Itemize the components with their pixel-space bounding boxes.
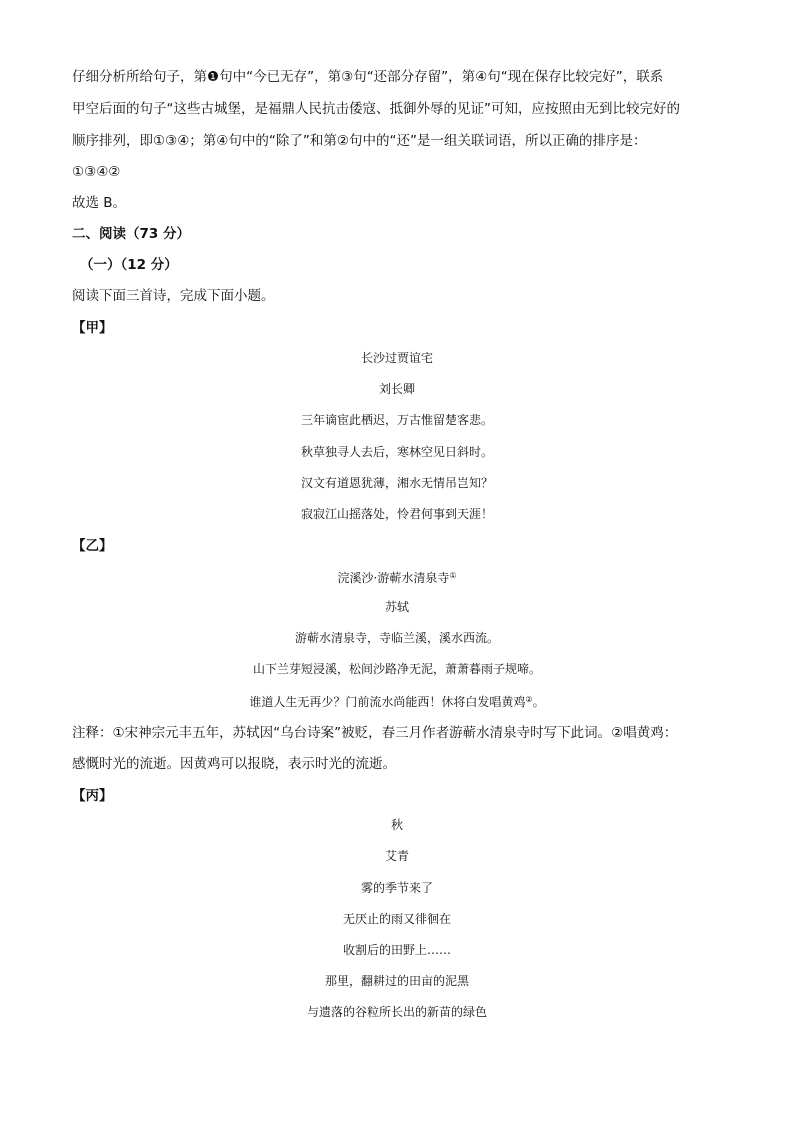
- poem-jia-title: 长沙过贾谊宅: [360, 351, 433, 365]
- poem-jia-line: 三年谪宦此栖迟，万古惟留楚客悲。: [300, 413, 493, 427]
- poem-yi-note-marker-2: ②: [525, 695, 533, 704]
- poem-yi-line-end: 。: [532, 695, 545, 709]
- poem-bing-line: 雾的季节来了: [360, 881, 433, 895]
- analysis-answer-order: ①③④②: [72, 164, 121, 180]
- poem-yi-author: 苏轼: [384, 600, 409, 614]
- notes-line-2: 感慨时光的流逝。因黄鸡可以报晓，表示时光的流逝。: [72, 756, 396, 772]
- poem-jia-line: 汉文有道恩犹薄，湘水无情吊岂知？: [300, 476, 493, 490]
- analysis-answer-choice: 故选 B。: [72, 195, 127, 211]
- notes-line-1: 注释：①宋神宗元丰五年，苏轼因“乌台诗案”被贬，春三月作者游蕲水清泉寺时写下此词。②唱黄鸡：: [72, 725, 678, 741]
- poem-jia-marker: 【甲】: [72, 320, 113, 336]
- section-heading: 二、阅读（73 分）: [72, 226, 190, 242]
- reading-instruction: 阅读下面三首诗，完成下面小题。: [72, 288, 275, 304]
- poem-bing-line: 无厌止的雨又徘徊在: [342, 912, 451, 926]
- poem-bing-line: 收割后的田野上……: [342, 943, 451, 957]
- poem-bing-title: 秋: [390, 818, 403, 832]
- poem-jia-author: 刘长卿: [378, 382, 415, 396]
- poem-yi-title-row: [0, 567, 794, 587]
- poem-yi-marker: 【乙】: [72, 538, 113, 554]
- poem-bing-line: 那里，翻耕过的田亩的泥黑: [324, 974, 469, 988]
- poem-yi-note-marker: ①: [449, 571, 457, 580]
- poem-yi-last-row: [0, 691, 794, 711]
- analysis-line-1: 仔细分析所给句子，第❶句中“今已无存”，第③句“还部分存留”，第④句“现在保存比较完好”，联系: [72, 69, 664, 85]
- poem-jia-line: 秋草独寻人去后，寒林空见日斜时。: [300, 445, 493, 459]
- analysis-line-3: 顺序排列，即①③④；第④句中的“除了”和第②句中的“还”是一组关联词语，所以正确的排序是：: [72, 133, 647, 149]
- poem-yi-line: 谁道人生无再少？门前流水尚能西！休将白发唱黄鸡: [249, 695, 526, 709]
- sub-section-heading: （一）（12 分）: [80, 257, 178, 273]
- poem-yi-title: 浣溪沙·游蕲水清泉寺: [337, 571, 450, 585]
- poem-bing-marker: 【丙】: [72, 788, 113, 804]
- poem-bing-author: 艾青: [384, 849, 409, 863]
- poem-yi-line: 游蕲水清泉寺，寺临兰溪，溪水西流。: [294, 631, 499, 645]
- poem-bing-line: 与遗落的谷粒所长出的新苗的绿色: [306, 1005, 487, 1019]
- poem-jia-line: 寂寂江山摇落处，怜君何事到天涯！: [300, 507, 493, 521]
- poem-yi-line: 山下兰芽短浸溪，松间沙路净无泥，萧萧暮雨子规啼。: [252, 662, 541, 676]
- analysis-line-2: 甲空后面的句子“这些古城堡，是福鼎人民抗击倭寇、抵御外辱的见证”可知，应按照由无到比较完好的: [72, 101, 680, 117]
